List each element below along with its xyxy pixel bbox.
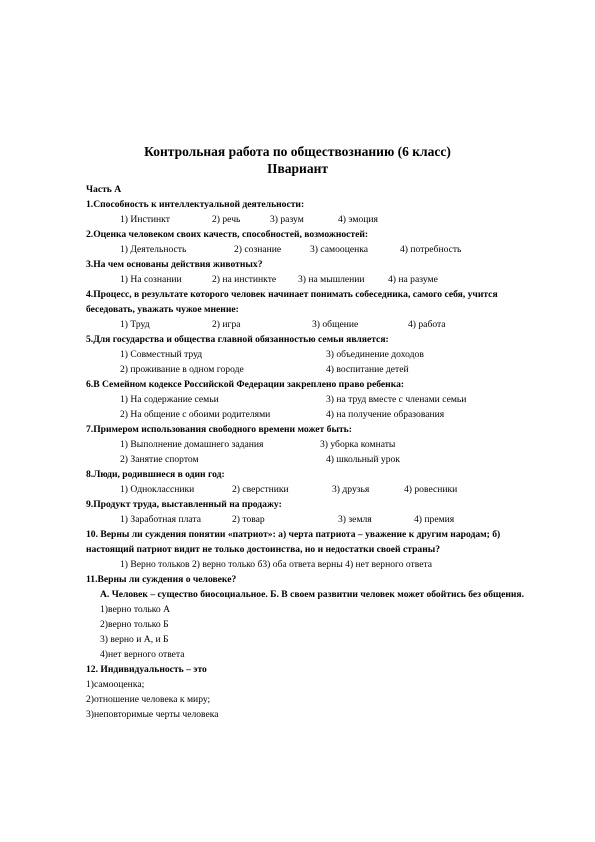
option: 3) на мышлении <box>298 274 365 285</box>
question-8: 8.Люди, родившиеся в один год: <box>86 469 225 480</box>
option: 1)самооценка; <box>86 679 145 690</box>
question-3: 3.На чем основаны действия животных? <box>86 259 263 270</box>
option: 2) сверстники <box>232 484 289 495</box>
question-1: 1.Способность к интеллектуальной деятельности: <box>86 199 305 210</box>
question-2-options <box>86 242 546 257</box>
question-4-options <box>86 317 546 332</box>
option: 2) Занятие спортом <box>120 454 199 465</box>
option: 2) товар <box>232 514 265 525</box>
question-8-options <box>86 482 546 497</box>
question-11: 11.Верны ли суждения о человеке? <box>86 574 237 585</box>
option: 3) объединение доходов <box>326 349 424 360</box>
option: 3) на труд вместе с членами семьи <box>326 394 467 405</box>
option: 1) Деятельность <box>120 244 187 255</box>
question-5-options-b <box>86 362 546 377</box>
part-heading: Часть А <box>86 184 122 195</box>
question-10: 10. Верны ли суждения понятии «патриот»: а) черта патриота – уважение к другим народам; б) настоящий патриот видит не только достоинства, но и недостатки своей страны? <box>86 529 501 555</box>
question-6-options-a <box>86 392 546 407</box>
option: 4) работа <box>408 319 446 330</box>
question-9-options <box>86 512 546 527</box>
option: 1) Выполнение домашнего задания <box>120 439 264 450</box>
option: 2) речь <box>212 214 241 225</box>
option: 4) на получение образования <box>326 409 445 420</box>
option: 2) на инстинкте <box>212 274 277 285</box>
option: 2) проживание в одном городе <box>120 364 244 375</box>
question-6: 6.В Семейном кодексе Российской Федерации закреплено право ребенка: <box>86 379 405 390</box>
option: 3)неповторимые черты человека <box>86 709 219 720</box>
question-3-options <box>86 272 546 287</box>
option: 1) Труд <box>120 319 150 330</box>
option: 2)верно только Б <box>100 619 169 630</box>
option: 1) На содержание семьи <box>120 394 219 405</box>
question-10-options: 1) Верно тольков 2) верно только б3) оба ответа верны 4) нет верного ответа <box>120 559 433 570</box>
worksheet-content <box>86 182 546 722</box>
question-7-options-a <box>86 437 546 452</box>
option: 2) На общение с обоими родителями <box>120 409 271 420</box>
option: 4) премия <box>414 514 455 525</box>
question-2: 2.Оценка человеком своих качеств, способностей, возможностей: <box>86 229 369 240</box>
option: 3) самооценка <box>310 244 368 255</box>
option: 2) игра <box>212 319 241 330</box>
option: 4) потребность <box>400 244 462 255</box>
question-5-options-a <box>86 347 546 362</box>
title-line-2: IIвариант <box>267 161 328 176</box>
option: 1) На сознании <box>120 274 182 285</box>
question-12: 12. Индивидуальность – это <box>86 664 207 675</box>
option: 4) эмоция <box>338 214 378 225</box>
option: 3) разум <box>270 214 304 225</box>
option: 1) Инстинкт <box>120 214 170 225</box>
worksheet-title <box>0 143 595 177</box>
option: 4)нет верного ответа <box>100 649 185 660</box>
question-4: 4.Процесс, в результате которого человек начинает понимать собеседника, самого себя, учится беседовать, уважать чужое мнение: <box>86 289 498 315</box>
option: 4) воспитание детей <box>326 364 409 375</box>
question-6-options-b <box>86 407 546 422</box>
question-1-options <box>86 212 546 227</box>
option: 1) Одноклассники <box>120 484 195 495</box>
option: 2) сознание <box>234 244 282 255</box>
question-11-statement: А. Человек – существо биосоциальное. Б. В своем развитии человек может обойтись без общения. <box>100 589 524 600</box>
option: 1) Заработная плата <box>120 514 201 525</box>
option: 3) верно и А, и Б <box>100 634 169 645</box>
question-5: 5.Для государства и общества главной обязанностью семьи является: <box>86 334 389 345</box>
option: 3) друзья <box>332 484 370 495</box>
option: 1)верно только А <box>100 604 171 615</box>
option: 4) школьный урок <box>326 454 400 465</box>
question-7-options-b <box>86 452 546 467</box>
option: 3) общение <box>312 319 359 330</box>
title-line-1: Контрольная работа по обществознанию (6 класс) <box>144 144 451 159</box>
option: 2)отношение человека к миру; <box>86 694 211 705</box>
option: 4) ровесники <box>404 484 458 495</box>
option: 3) земля <box>338 514 372 525</box>
option: 4) на разуме <box>388 274 438 285</box>
option: 3) уборка комнаты <box>320 439 396 450</box>
question-9: 9.Продукт труда, выставленный на продажу: <box>86 499 282 510</box>
question-7: 7.Примером использования свободного времени может быть: <box>86 424 352 435</box>
option: 1) Совместный труд <box>120 349 203 360</box>
